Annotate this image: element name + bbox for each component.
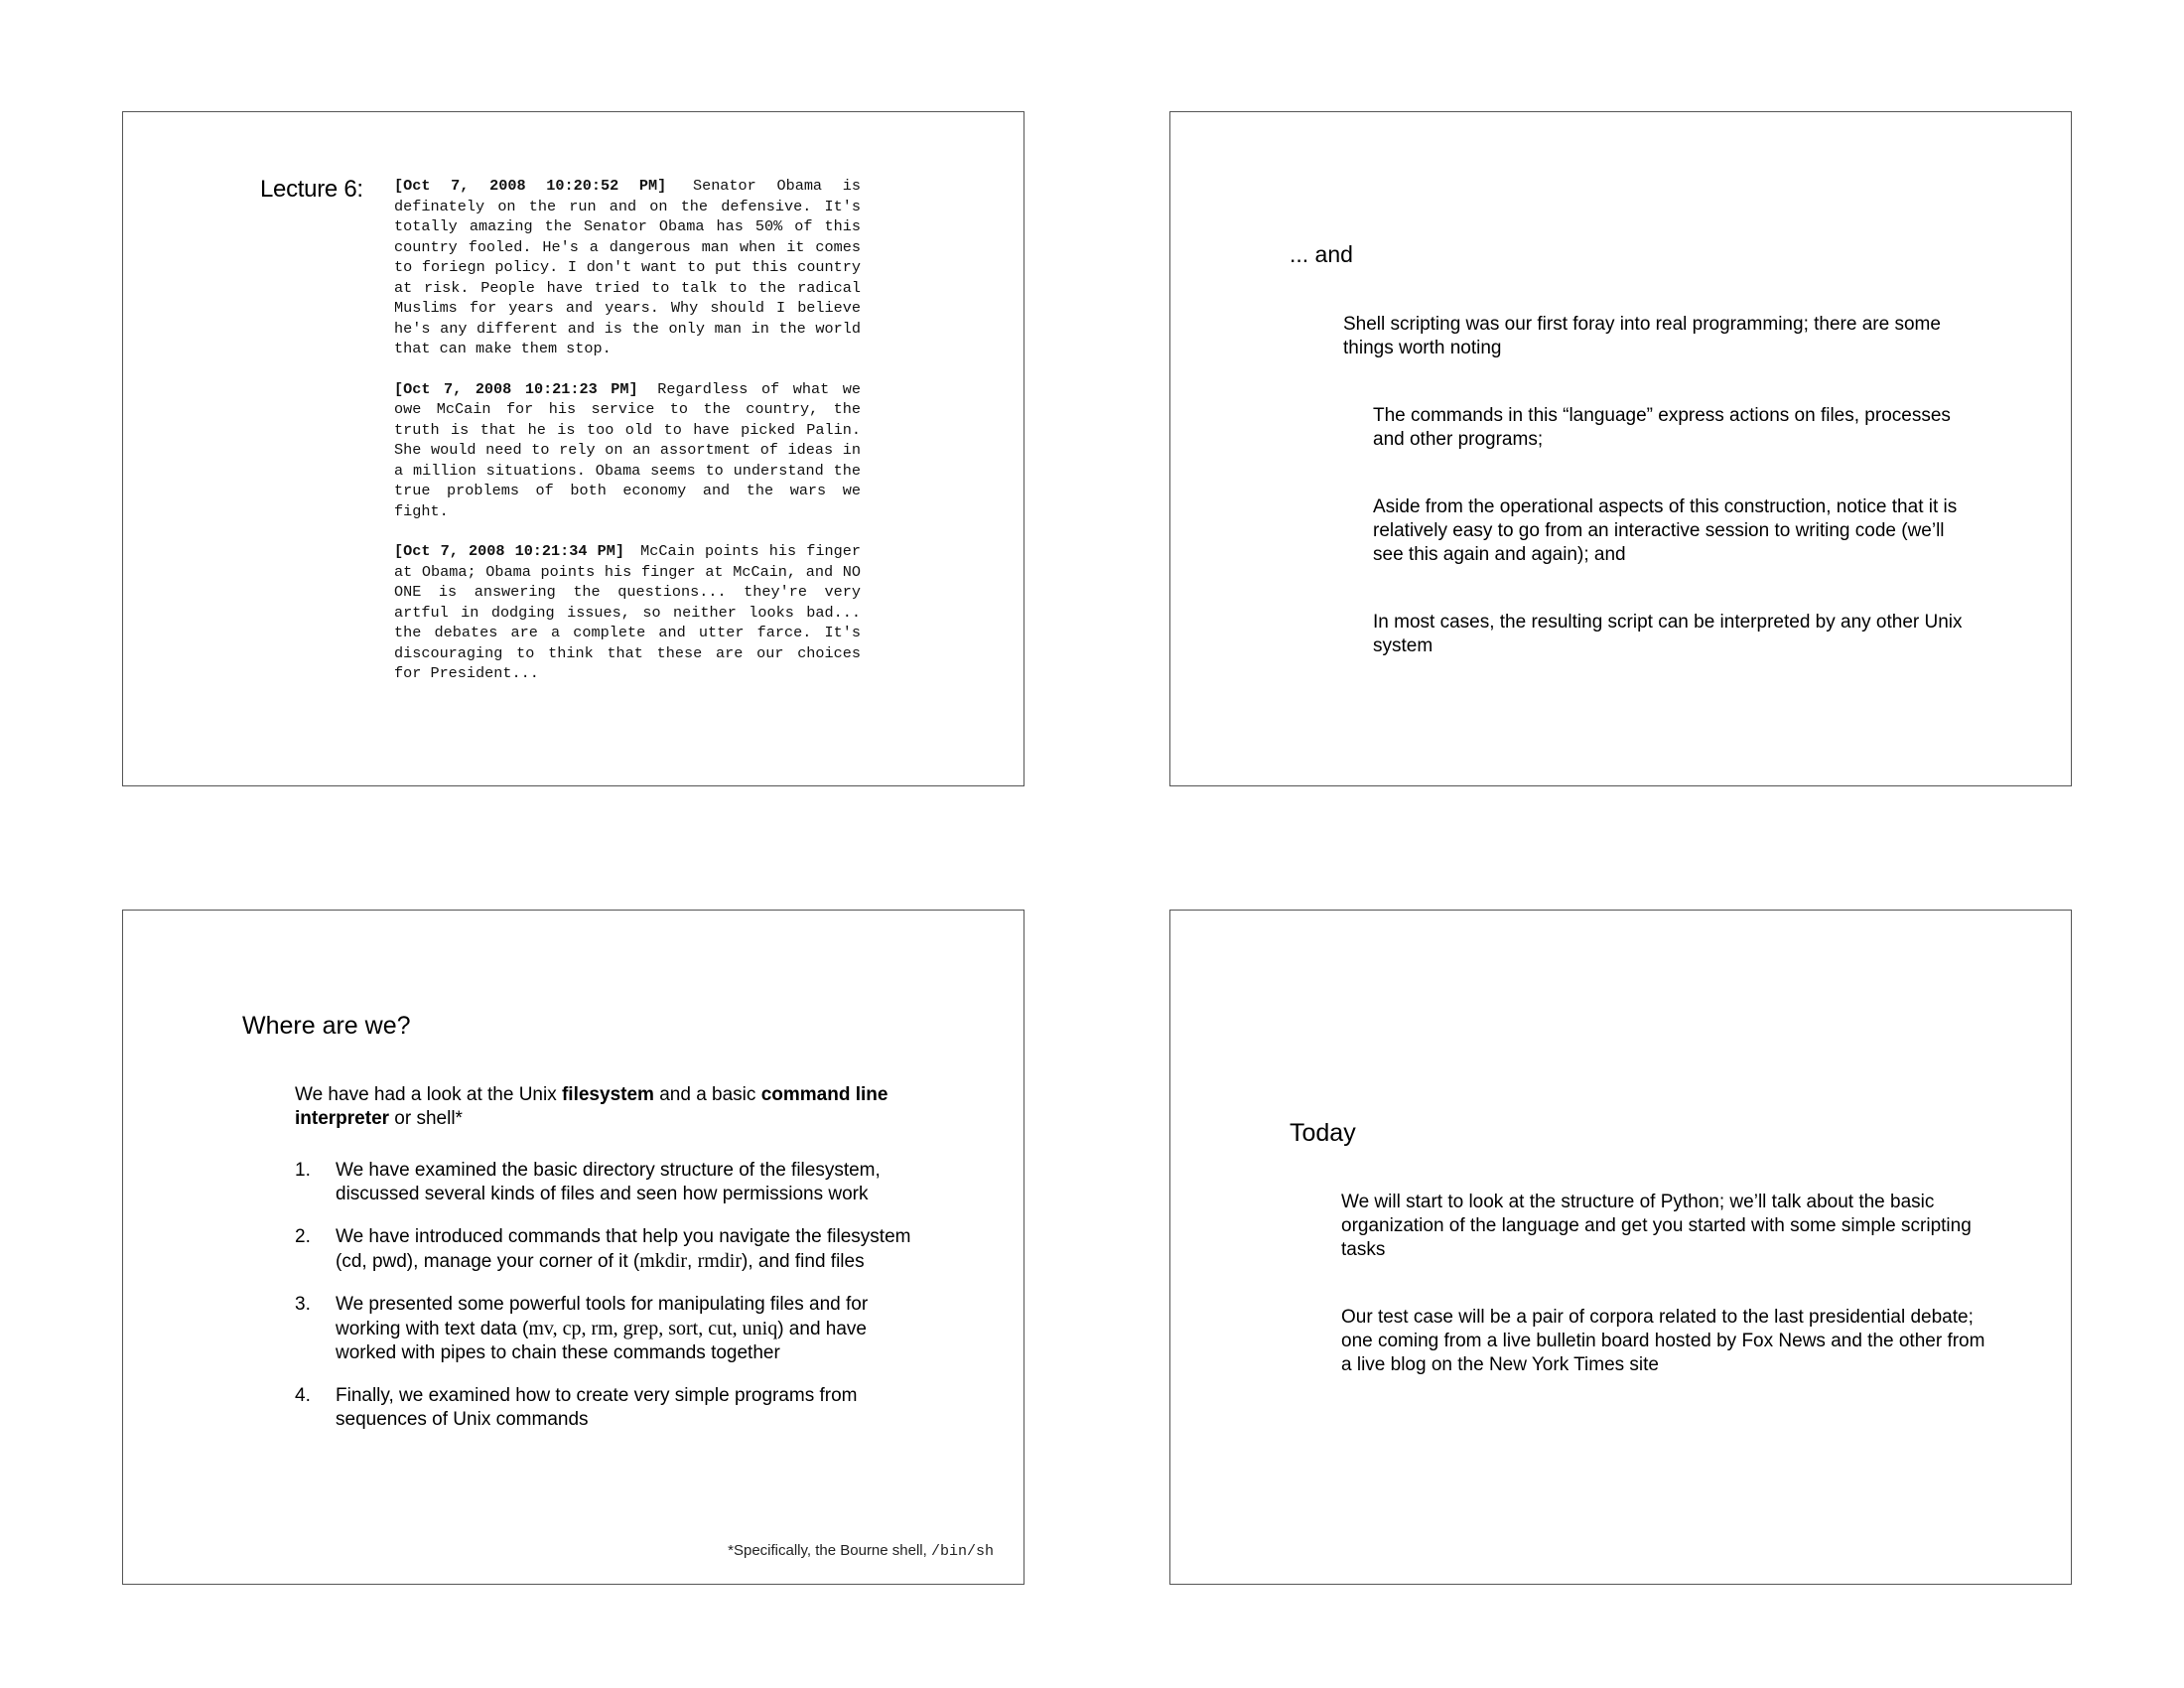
- list-text: We have examined the basic directory structure of the filesystem, discussed several kinds of files and seen how permissions work: [336, 1160, 881, 1204]
- comment-entry: [394, 541, 861, 684]
- comment-text: Senator Obama is definately on the run and on the defensive. It's totally amazing the Senator Obama has 50% of this country fooled. He's a dangerous man when it comes to foriegn policy. I don't want to put this country at risk. People have tried to talk to the radical Muslims for years and years. Why should I believe he's any different and is the only man in the world that can make them stop.: [394, 177, 861, 357]
- comment-entry: [394, 379, 861, 522]
- intro-bold-filesystem: filesystem: [561, 1084, 654, 1105]
- list-text-part: ) and have worked with pipes to chain these commands together: [336, 1319, 867, 1363]
- intro-text: and a basic: [653, 1084, 761, 1105]
- footnote-text: *Specifically, the Bourne shell,: [728, 1542, 931, 1559]
- body-paragraph: Our test case will be a pair of corpora related to the last presidential debate; one coming from a live bulletin board hosted by Fox News and the other from a live blog on the New York Times site: [1341, 1307, 1985, 1375]
- intro-paragraph: [295, 1083, 930, 1131]
- list-text: [336, 1225, 930, 1274]
- code-rmdir: rmdir: [697, 1250, 743, 1272]
- list-item: [295, 1225, 930, 1274]
- body-paragraph: We will start to look at the structure of Python; we’ll talk about the basic organization of the language and get you started with some simple scripting tasks: [1341, 1192, 1972, 1260]
- intro-text: or shell*: [389, 1108, 463, 1129]
- point-paragraph: Aside from the operational aspects of this construction, notice that it is relatively easy to go from an interactive session to writing code (we’ll see this again and again); and: [1373, 496, 1958, 565]
- comment-timestamp: [Oct 7, 2008 10:21:23 PM]: [394, 379, 638, 398]
- intro-text: We have had a look at the Unix: [295, 1084, 562, 1105]
- code-commands: mv, cp, rm, grep, sort, cut, uniq: [528, 1318, 778, 1339]
- slide-where-are-we: [122, 910, 1024, 1585]
- list-text: [336, 1293, 930, 1365]
- list-text-part: We presented some powerful tools for manipulating files and for working with text data (: [336, 1294, 869, 1339]
- slide-today: [1169, 910, 2072, 1585]
- comment-timestamp: [Oct 7, 2008 10:20:52 PM]: [394, 177, 667, 195]
- list-text-part: ), and find files: [742, 1251, 865, 1272]
- list-text-part: ,: [687, 1251, 698, 1272]
- list-text-part: We have introduced commands that help you navigate the filesystem (cd, pwd), manage your corner of it (: [336, 1226, 911, 1272]
- point-paragraph: The commands in this “language” express actions on files, processes and other programs;: [1373, 405, 1951, 450]
- footnote-path: /bin/sh: [930, 1543, 994, 1560]
- list-item: [295, 1293, 930, 1365]
- list-number: 3.: [295, 1294, 311, 1315]
- comment-text: Regardless of what we owe McCain for his service to the country, the truth is that he is too old to have picked Palin. She would need to rely on an assortment of ideas in a million situations. Obama seems to understand the true problems of both economy and the wars we fight.: [394, 379, 861, 520]
- numbered-list: [295, 1159, 930, 1451]
- point-paragraph: In most cases, the resulting script can be interpreted by any other Unix system: [1373, 612, 1963, 656]
- code-mkdir: mkdir: [639, 1250, 688, 1272]
- list-item: [295, 1384, 930, 1432]
- list-text: Finally, we examined how to create very simple programs from sequences of Unix commands: [336, 1385, 858, 1430]
- list-item: [295, 1159, 930, 1206]
- list-number: 2.: [295, 1226, 311, 1247]
- slide-lecture-6: [122, 111, 1024, 786]
- comment-column: [394, 176, 861, 704]
- comment-timestamp: [Oct 7, 2008 10:21:34 PM]: [394, 542, 624, 560]
- intro-bold-interpreter: command line interpreter: [295, 1084, 888, 1129]
- footnote: [728, 1542, 994, 1560]
- slide-title: Where are we?: [242, 1012, 411, 1040]
- slide-title: Lecture 6:: [260, 176, 363, 203]
- list-number: 4.: [295, 1385, 311, 1406]
- slide-and: [1169, 111, 2072, 786]
- slide-title: Today: [1290, 1119, 1356, 1147]
- comment-entry: [394, 176, 861, 359]
- slide-title: ... and: [1290, 241, 1353, 267]
- comment-text: McCain points his finger at Obama; Obama points his finger at McCain, and NO ONE is answering the questions... they're very artful in dodging issues, so neither looks bad... the debates are a complete and utter farce. It's discouraging to think that these are our choices for President...: [394, 542, 861, 682]
- intro-paragraph: Shell scripting was our first foray into real programming; there are some things worth noting: [1343, 314, 1941, 358]
- list-number: 1.: [295, 1160, 311, 1181]
